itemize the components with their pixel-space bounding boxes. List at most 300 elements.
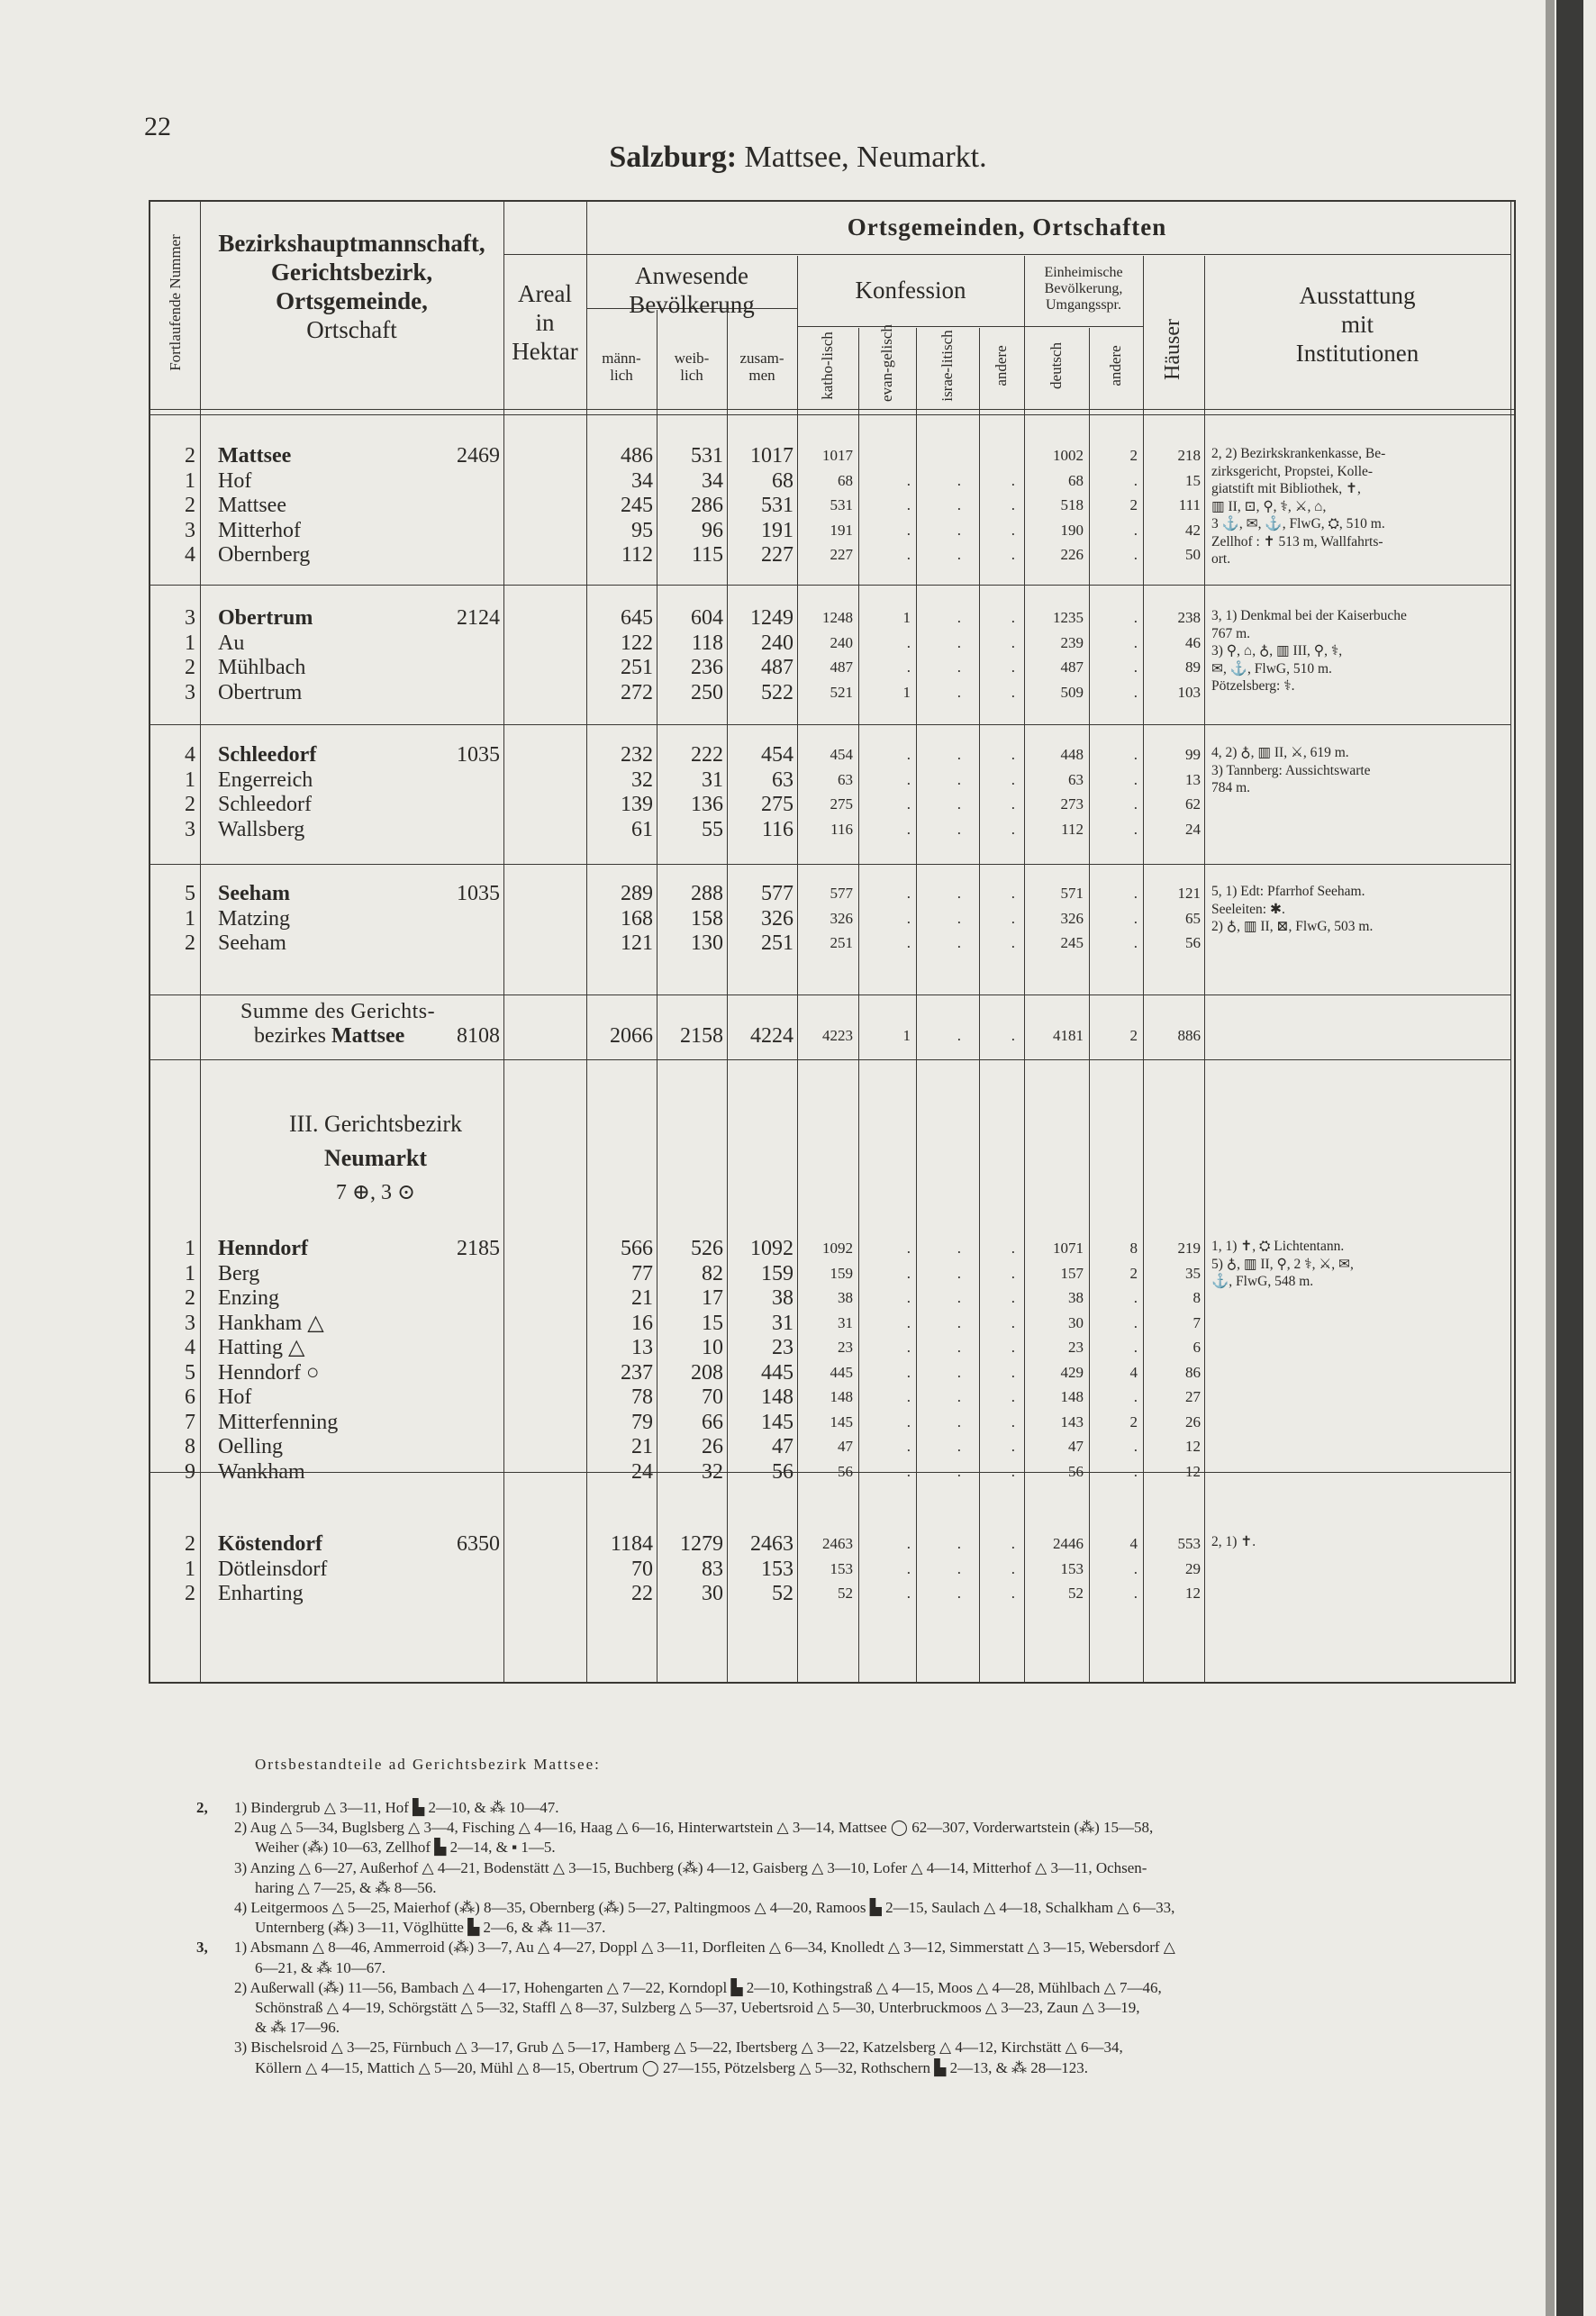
header-line — [150, 409, 1516, 410]
cell-h: 24 — [1185, 820, 1201, 838]
cell-h: 42 — [1185, 521, 1201, 539]
cell-z: 68 — [772, 468, 793, 493]
cell-kath: 1017 — [822, 447, 853, 464]
col-line — [1089, 328, 1090, 1682]
cell-de: 1071 — [1053, 1240, 1084, 1257]
cell-de: 245 — [1060, 934, 1084, 951]
cell-w: 15 — [702, 1311, 723, 1335]
cell-ev: . — [906, 1438, 911, 1455]
cell-ot: . — [1133, 658, 1138, 676]
cell-ot: . — [1133, 795, 1138, 813]
cell-isr: . — [957, 1412, 961, 1430]
cell-m: 2066 — [610, 1024, 653, 1048]
cell-and: . — [1011, 746, 1015, 763]
cell-z: 531 — [761, 494, 793, 517]
h-z1: zusam- — [739, 350, 784, 367]
cell-name: Mühlbach — [218, 656, 306, 679]
header-areal-2: in — [535, 309, 555, 336]
cell-ot: . — [1133, 1438, 1138, 1455]
cell-ausstattung: ▥ II, ⊡, ⚲, ⚕, ⚔, ⌂, — [1211, 498, 1327, 514]
cell-m: 168 — [621, 906, 653, 931]
cell-h: 8 — [1192, 1289, 1201, 1306]
cell-ausstattung: 5) ♁, ▥ II, ⚲, 2 ⚕, ⚔, ✉, — [1211, 1256, 1354, 1272]
cell-w: 32 — [702, 1459, 723, 1484]
cell-h: 12 — [1185, 1462, 1201, 1480]
cell-ausstattung: Pötzelsberg: ⚕. — [1211, 678, 1295, 694]
cell-and: . — [1011, 658, 1015, 676]
cell-m: 486 — [621, 444, 653, 468]
cell-ot: . — [1133, 885, 1138, 902]
cell-de: 23 — [1068, 1339, 1084, 1356]
header-andere-sprache: andere — [1107, 345, 1124, 386]
cell-w: 115 — [691, 543, 723, 567]
cell-kath: 63 — [838, 770, 853, 788]
cell-ot: 8 — [1129, 1240, 1138, 1257]
cell-z: 56 — [772, 1459, 793, 1484]
header-line — [150, 414, 1516, 415]
cell-areal: 1035 — [457, 743, 500, 767]
cell-h: 12 — [1185, 1585, 1201, 1602]
cell-ausstattung: Seeleiten: ✱. — [1211, 901, 1285, 917]
cell-nr: 1 — [185, 1261, 195, 1285]
cell-and: . — [1011, 609, 1015, 626]
cell-h: 35 — [1185, 1264, 1201, 1282]
cell-ev: . — [906, 471, 911, 489]
header-evangelisch: evan-gelisch — [878, 324, 895, 402]
cell-ot: . — [1133, 1585, 1138, 1602]
summe-label-bold: Mattsee — [325, 1024, 405, 1048]
cell-kath: 251 — [830, 934, 853, 951]
cell-and: . — [1011, 820, 1015, 838]
cell-z: 47 — [772, 1435, 793, 1458]
cell-kath: 487 — [830, 658, 853, 676]
cell-m: 22 — [631, 1582, 653, 1605]
cell-z: 487 — [761, 656, 793, 679]
cell-de: 273 — [1060, 795, 1084, 813]
cell-name: Mattsee — [218, 494, 286, 517]
cell-nr: 3 — [185, 518, 195, 542]
cell-w: 26 — [702, 1435, 723, 1458]
cell-ev: . — [906, 1363, 911, 1381]
cell-z: 153 — [761, 1557, 793, 1581]
cell-z: 2463 — [750, 1532, 793, 1556]
cell-nr: 1 — [185, 767, 195, 792]
cell-areal: 2124 — [457, 606, 500, 630]
running-title-districts: Mattsee, Neumarkt. — [737, 141, 987, 174]
footnotes-title: Ortsbestandteile ad Gerichtsbezirk Mattsee: — [255, 1756, 601, 1773]
cell-ausstattung: 3 ⚓, ✉, ⚓, FlwG, ⛭, 510 m. — [1211, 516, 1385, 531]
cell-de: 448 — [1060, 746, 1084, 763]
cell-z: 145 — [761, 1410, 793, 1434]
cell-ausstattung: 2, 2) Bezirkskrankenkasse, Be- — [1211, 446, 1386, 461]
bezirk-counts: 7 ⊕, 3 ⊙ — [335, 1181, 416, 1204]
cell-z: 23 — [772, 1336, 793, 1359]
cell-w: 236 — [691, 656, 723, 679]
cell-ev: . — [906, 1412, 911, 1430]
cell-z: 116 — [761, 817, 793, 841]
cell-name: Hatting △ — [218, 1336, 305, 1359]
cell-h: 26 — [1185, 1412, 1201, 1430]
cell-ot: . — [1133, 746, 1138, 763]
cell-kath: 52 — [838, 1585, 853, 1602]
cell-areal: 1035 — [457, 882, 500, 905]
cell-areal: 8108 — [457, 1024, 500, 1048]
cell-isr: . — [957, 1339, 961, 1356]
page-edge — [1556, 0, 1583, 2316]
cell-isr: . — [957, 658, 961, 676]
cell-ot: . — [1133, 521, 1138, 539]
cell-ot: 2 — [1129, 1264, 1138, 1282]
cell-ot: 4 — [1129, 1363, 1138, 1381]
cell-h: 99 — [1185, 746, 1201, 763]
cell-m: 34 — [631, 468, 653, 493]
footnote-lead: 2, — [196, 1799, 208, 1816]
cell-isr: . — [957, 1559, 961, 1577]
cell-w: 531 — [691, 444, 723, 468]
cell-m: 1184 — [610, 1532, 653, 1556]
cell-ausstattung: 1, 1) ✝, ⛭ Lichtentann. — [1211, 1239, 1345, 1254]
cell-name: Matzing — [218, 906, 290, 931]
cell-z: 227 — [761, 543, 793, 567]
h-a2: mit — [1340, 311, 1374, 338]
cell-z: 1092 — [750, 1237, 793, 1260]
cell-z: 4224 — [750, 1024, 793, 1048]
cell-ot: . — [1133, 909, 1138, 927]
cell-and: . — [1011, 934, 1015, 951]
cell-name: Hankham △ — [218, 1311, 324, 1335]
cell-nr: 3 — [185, 680, 195, 704]
cell-de: 63 — [1068, 770, 1084, 788]
cell-de: 509 — [1060, 683, 1084, 701]
cell-m: 251 — [621, 656, 653, 679]
cell-m: 21 — [631, 1286, 653, 1310]
cell-ot: . — [1133, 609, 1138, 626]
header-katholisch: katho-lisch — [819, 332, 836, 400]
cell-w: 604 — [691, 606, 723, 630]
cell-h: 65 — [1185, 909, 1201, 927]
footnote-line: 1) Bindergrub △ 3—11, Hof ▙ 2—10, & ⁂ 10—47. — [234, 1799, 559, 1816]
cell-ev: . — [906, 496, 911, 513]
cell-ev: . — [906, 1240, 911, 1257]
cell-h: 553 — [1177, 1535, 1201, 1552]
cell-isr: . — [957, 746, 961, 763]
cell-de: 239 — [1060, 633, 1084, 651]
cell-isr: . — [957, 1388, 961, 1405]
cell-kath: 56 — [838, 1462, 853, 1480]
col-line — [200, 202, 201, 1682]
cell-areal: 6350 — [457, 1532, 500, 1556]
cell-and: . — [1011, 1585, 1015, 1602]
cell-and: . — [1011, 1264, 1015, 1282]
cell-w: 10 — [702, 1336, 723, 1359]
cell-nr: 3 — [185, 606, 195, 630]
cell-isr: . — [957, 1438, 961, 1455]
cell-ev: . — [906, 795, 911, 813]
cell-de: 47 — [1068, 1438, 1084, 1455]
cell-m: 61 — [631, 817, 653, 841]
cell-ev: . — [906, 1559, 911, 1577]
footnote-line: 6—21, & ⁂ 10—67. — [255, 1958, 385, 1976]
cell-kath: 275 — [830, 795, 853, 813]
row-separator — [150, 864, 1510, 865]
cell-and: . — [1011, 521, 1015, 539]
header-maennlich — [586, 350, 657, 384]
cell-h: 238 — [1177, 609, 1201, 626]
cell-ot: . — [1133, 1559, 1138, 1577]
cell-isr: . — [957, 1289, 961, 1306]
cell-ausstattung: 784 m. — [1211, 780, 1251, 795]
cell-h: 219 — [1177, 1240, 1201, 1257]
cell-kath: 116 — [830, 820, 853, 838]
cell-w: 288 — [691, 882, 723, 905]
cell-z: 148 — [761, 1385, 793, 1409]
cell-ot: . — [1133, 1289, 1138, 1306]
cell-de: 1002 — [1053, 447, 1084, 464]
cell-isr: . — [957, 909, 961, 927]
cell-de: 68 — [1068, 471, 1084, 489]
cell-ot: . — [1133, 683, 1138, 701]
cell-de: 148 — [1060, 1388, 1084, 1405]
running-title — [0, 141, 1596, 175]
cell-ausstattung: 2, 1) ✝. — [1211, 1534, 1256, 1549]
header-zusammen — [727, 350, 797, 384]
cell-nr: 3 — [185, 817, 195, 841]
cell-and: . — [1011, 471, 1015, 489]
cell-isr: . — [957, 471, 961, 489]
header-haeuser: Häuser — [1161, 319, 1184, 380]
cell-and: . — [1011, 683, 1015, 701]
header-umgangssprache — [1024, 265, 1143, 313]
cell-ausstattung: 4, 2) ♁, ▥ II, ⚔, 619 m. — [1211, 745, 1349, 760]
col-line — [858, 328, 859, 1682]
cell-m: 139 — [621, 793, 653, 816]
cell-and: . — [1011, 885, 1015, 902]
col-line — [503, 202, 504, 1682]
cell-de: 52 — [1068, 1585, 1084, 1602]
cell-kath: 1092 — [822, 1240, 853, 1257]
cell-ausstattung: 3) Tannberg: Aussichtswarte — [1211, 762, 1371, 778]
cell-nr: 2 — [185, 656, 195, 679]
cell-z: 63 — [772, 767, 793, 792]
cell-name: Köstendorf — [218, 1532, 322, 1556]
cell-name: Seeham — [218, 882, 290, 905]
cell-z: 240 — [761, 631, 793, 655]
header-names-4: Ortschaft — [306, 316, 397, 343]
h-w1: weib- — [674, 350, 710, 367]
cell-and: . — [1011, 1462, 1015, 1480]
footnote-line: Schönstraß △ 4—19, Schörgstätt △ 5—32, Staffl △ 8—37, Sulzberg △ 5—37, Uebertsroid △ 5—30, Unterbruckmoos △ 3—23, Zaun △ 3—19, — [255, 1999, 1140, 2016]
cell-and: . — [1011, 770, 1015, 788]
footnote-line: Weiher (⁂) 10—63, Zellhof ▙ 2—14, & ▪ 1—5. — [255, 1839, 556, 1857]
cell-de: 143 — [1060, 1412, 1084, 1430]
cell-ot: . — [1133, 820, 1138, 838]
cell-ot: . — [1133, 770, 1138, 788]
cell-and: . — [1011, 546, 1015, 563]
cell-ev: . — [906, 909, 911, 927]
cell-and: . — [1011, 1412, 1015, 1430]
cell-kath: 577 — [830, 885, 853, 902]
cell-name: Wankham — [218, 1459, 305, 1484]
cell-name: Schleedorf — [218, 743, 317, 767]
cell-isr: . — [957, 546, 961, 563]
cell-ev: . — [906, 885, 911, 902]
footnote-line: 2) Außerwall (⁂) 11—56, Bambach △ 4—17, Hohengarten △ 7—22, Korndopl ▙ 2—10, Kothingstraß △ 4—15, Moos △ 4—28, Mühlbach △ 7—46, — [234, 1978, 1162, 1996]
bezirk-name: Neumarkt — [323, 1145, 428, 1171]
cell-z: 1017 — [750, 444, 793, 468]
cell-w: 130 — [691, 931, 723, 955]
cell-and: . — [1011, 1559, 1015, 1577]
cell-m: 645 — [621, 606, 653, 630]
statistics-table — [149, 200, 1516, 1684]
cell-kath: 68 — [838, 471, 853, 489]
col-line — [916, 328, 917, 1682]
cell-isr: . — [957, 770, 961, 788]
cell-areal: 2185 — [457, 1237, 500, 1260]
cell-nr: 5 — [185, 1360, 195, 1385]
cell-m: 77 — [631, 1261, 653, 1285]
cell-ev: . — [906, 746, 911, 763]
cell-name: Obertrum — [218, 606, 313, 630]
h-u2: Bevölkerung, — [1044, 281, 1123, 296]
cell-h: 27 — [1185, 1388, 1201, 1405]
cell-nr: 4 — [185, 743, 195, 767]
cell-m: 79 — [631, 1410, 653, 1434]
h-z2: men — [748, 367, 775, 384]
cell-kath: 145 — [830, 1412, 853, 1430]
footnote-line: 3) Bischelsroid △ 3—25, Fürnbuch △ 3—17, Grub △ 5—17, Hamberg △ 5—22, Ibertsberg △ 3—22, Katzelsberg △ 4—12, Kirchstätt △ 6—34, — [234, 2039, 1123, 2057]
summe-label-text: bezirkes — [254, 1024, 326, 1048]
row-separator — [150, 1472, 1510, 1473]
cell-ev: . — [906, 1264, 911, 1282]
h-a3: Institutionen — [1295, 340, 1419, 367]
cell-ausstattung: 3, 1) Denkmal bei der Kaiserbuche — [1211, 608, 1407, 623]
cell-ev: . — [906, 633, 911, 651]
h-u1: Einheimische — [1044, 265, 1123, 280]
h-a1: Ausstattung — [1299, 282, 1416, 309]
cell-ot: . — [1133, 934, 1138, 951]
cell-z: 577 — [761, 882, 793, 905]
col-line — [1204, 256, 1205, 1682]
cell-z: 31 — [772, 1311, 793, 1335]
cell-nr: 4 — [185, 1336, 195, 1359]
cell-name: Obernberg — [218, 543, 311, 567]
cell-m: 95 — [631, 518, 653, 542]
summe-label-2 — [254, 1023, 404, 1049]
header-names-3: Ortsgemeinde, — [276, 287, 428, 314]
cell-m: 78 — [631, 1385, 653, 1409]
cell-name: Enharting — [218, 1582, 304, 1605]
cell-ot: . — [1133, 1388, 1138, 1405]
cell-and: . — [1011, 1313, 1015, 1331]
header-andere-konfession: andere — [993, 345, 1010, 386]
cell-isr: . — [957, 1462, 961, 1480]
cell-name: Mitterhof — [218, 518, 301, 542]
cell-w: 158 — [691, 906, 723, 931]
h-w2: lich — [680, 367, 703, 384]
cell-de: 4181 — [1053, 1027, 1084, 1044]
cell-name: Dötleinsdorf — [218, 1557, 328, 1581]
cell-m: 21 — [631, 1435, 653, 1458]
cell-z: 38 — [772, 1286, 793, 1310]
cell-name: Enzing — [218, 1286, 279, 1310]
cell-kath: 153 — [830, 1559, 853, 1577]
cell-name: Mattsee — [218, 444, 292, 468]
cell-w: 96 — [702, 518, 723, 542]
cell-kath: 23 — [838, 1339, 853, 1356]
cell-name: Au — [218, 631, 245, 655]
cell-de: 226 — [1060, 546, 1084, 563]
cell-and: . — [1011, 1535, 1015, 1552]
cell-m: 121 — [621, 931, 653, 955]
cell-ev: . — [906, 1339, 911, 1356]
cell-and: . — [1011, 1289, 1015, 1306]
cell-w: 66 — [702, 1410, 723, 1434]
cell-kath: 4223 — [822, 1027, 853, 1044]
cell-ot: . — [1133, 546, 1138, 563]
cell-ev: . — [906, 546, 911, 563]
cell-h: 886 — [1177, 1027, 1201, 1044]
cell-ausstattung: Zellhof : ✝ 513 m, Wallfahrts- — [1211, 533, 1383, 549]
cell-m: 566 — [621, 1237, 653, 1260]
header-anwesende-2: Bevölkerung — [629, 291, 755, 318]
cell-ot: 2 — [1129, 447, 1138, 464]
cell-and: . — [1011, 633, 1015, 651]
cell-kath: 445 — [830, 1363, 853, 1381]
cell-ev: . — [906, 1313, 911, 1331]
cell-nr: 2 — [185, 444, 195, 468]
cell-m: 112 — [621, 543, 653, 567]
footnote-line: 4) Leitgermoos △ 5—25, Maierhof (⁂) 8—35, Obernberg (⁂) 5—27, Paltingmoos △ 4—20, Ramoos ▙ 2—15, Saulach △ 4—18, Schalkham △ 6—33, — [234, 1899, 1175, 1916]
cell-h: 121 — [1177, 885, 1201, 902]
cell-z: 326 — [761, 906, 793, 931]
cell-isr: . — [957, 1027, 961, 1044]
summe-label-1: Summe des Gerichts- — [240, 1000, 436, 1023]
cell-de: 326 — [1060, 909, 1084, 927]
cell-nr: 2 — [185, 1286, 195, 1310]
cell-kath: 531 — [830, 496, 853, 513]
header-ortsgemeinden: Ortsgemeinden, Ortschaften — [847, 213, 1167, 241]
cell-w: 286 — [691, 494, 723, 517]
cell-nr: 1 — [185, 1237, 195, 1260]
col-line — [979, 328, 980, 1682]
cell-nr: 6 — [185, 1385, 195, 1409]
cell-name: Oelling — [218, 1435, 283, 1458]
row-separator — [150, 585, 1510, 586]
header-names — [200, 229, 503, 344]
cell-de: 518 — [1060, 496, 1084, 513]
cell-ev: . — [906, 1388, 911, 1405]
cell-and: . — [1011, 1027, 1015, 1044]
cell-h: 218 — [1177, 447, 1201, 464]
header-anwesende-1: Anwesende — [635, 262, 748, 289]
cell-de: 38 — [1068, 1289, 1084, 1306]
cell-kath: 159 — [830, 1264, 853, 1282]
cell-de: 112 — [1061, 820, 1084, 838]
cell-de: 571 — [1060, 885, 1084, 902]
bezirk-title: III. Gerichtsbezirk — [288, 1111, 463, 1137]
footnote-line: Köllern △ 4—15, Mattich △ 5—20, Mühl △ 8—15, Obertrum ◯ 27—155, Pötzelsberg △ 5—32, Rothschern ▙ 2—13, & ⁂ 28—123. — [255, 2058, 1089, 2076]
cell-ev: . — [906, 521, 911, 539]
cell-ausstattung: giatstift mit Bibliothek, ✝, — [1211, 481, 1361, 496]
header-weiblich — [657, 350, 727, 384]
cell-ev: . — [906, 770, 911, 788]
col-line — [797, 256, 798, 1682]
footnote-line: haring △ 7—25, & ⁂ 8—56. — [255, 1878, 437, 1896]
cell-w: 70 — [702, 1385, 723, 1409]
cell-w: 83 — [702, 1557, 723, 1581]
cell-ot: . — [1133, 1313, 1138, 1331]
footnote-line: 3) Anzing △ 6—27, Außerhof △ 4—21, Bodenstätt △ 3—15, Buchberg (⁂) 4—12, Gaisberg △ 3—10, Lofer △ 4—14, Mitterhof △ 3—11, Ochsen- — [234, 1858, 1147, 1876]
